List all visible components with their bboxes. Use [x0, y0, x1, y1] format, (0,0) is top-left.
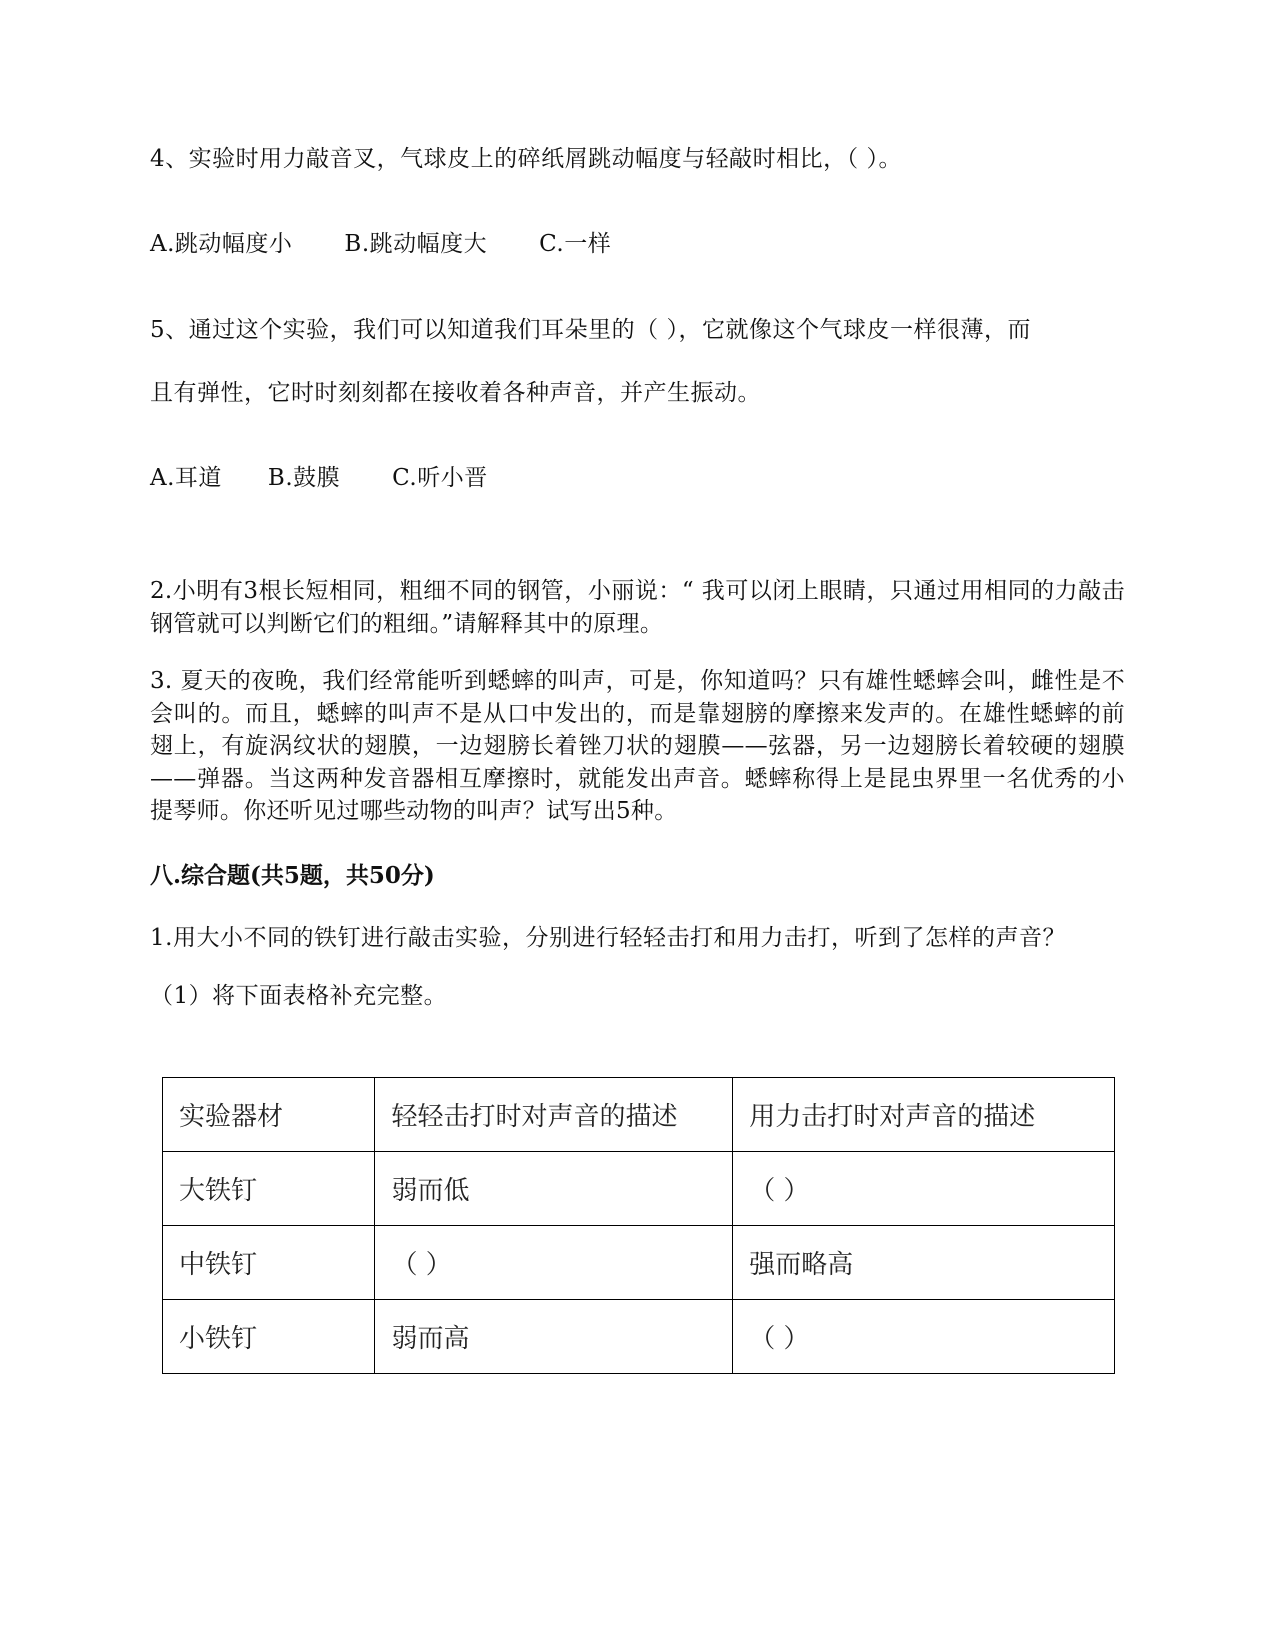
table-cell-blank[interactable]: （ ） — [375, 1226, 733, 1300]
experiment-table — [162, 1077, 1115, 1374]
q4-option-c: C.一样 — [539, 231, 612, 257]
q5-stem-line2: 且有弹性，它时时刻刻都在接收着各种声音，并产生振动。 — [150, 380, 761, 406]
table-cell: 中铁钉 — [163, 1226, 375, 1300]
q4-options — [150, 228, 611, 260]
q2-text: 2.小明有3根长短相同，粗细不同的钢管，小丽说：“ 我可以闭上眼睛，只通过用相同的力敲击钢管就可以判断它们的粗细。”请解释其中的原理。 — [150, 578, 1125, 637]
section-8-title: 八.综合题(共5题，共50分) — [150, 862, 435, 889]
q5-option-b: B.鼓膜 — [267, 465, 341, 491]
table-header-row — [163, 1078, 1115, 1152]
table-cell-blank[interactable]: （ ） — [733, 1300, 1115, 1374]
q5-stem-line1: 5、通过这个实验，我们可以知道我们耳朵里的（ ），它就像这个气球皮一样很薄，而 — [150, 317, 1031, 343]
table-row — [163, 1152, 1115, 1226]
table-row — [163, 1300, 1115, 1374]
table-header-cell: 实验器材 — [163, 1078, 375, 1152]
section-8-q1-sub1: （1）将下面表格补充完整。 — [150, 983, 448, 1009]
table-header-cell: 轻轻击打时对声音的描述 — [375, 1078, 733, 1152]
q5-option-a: A.耳道 — [150, 465, 222, 491]
q4-stem: 4、实验时用力敲音叉，气球皮上的碎纸屑跳动幅度与轻敲时相比，（ ）。 — [150, 146, 902, 172]
q3-text: 3. 夏天的夜晚，我们经常能听到蟋蟀的叫声，可是，你知道吗？只有雄性蟋蟀会叫，雌性是不会叫的。而且，蟋蟀的叫声不是从口中发出的，而是靠翅膀的摩擦来发声的。在雄性蟋蟀的前翅上，有旋涡纹状的翅膜，一边翅膀长着锉刀状的翅膜——弦器，另一边翅膀长着较硬的翅膜——弹器。当这两种发音器相互摩擦时，就能发出声音。蟋蟀称得上是昆虫界里一名优秀的小提琴师。你还听见过哪些动物的叫声？试写出5种。 — [150, 668, 1125, 824]
q4-option-b: B.跳动幅度大 — [344, 231, 488, 257]
table-row — [163, 1226, 1115, 1300]
table-header-cell: 用力击打时对声音的描述 — [733, 1078, 1115, 1152]
table-cell: 大铁钉 — [163, 1152, 375, 1226]
table-cell: 弱而高 — [375, 1300, 733, 1374]
q4-option-a: A.跳动幅度小 — [150, 231, 293, 257]
q5-options — [150, 462, 488, 494]
table-cell: 小铁钉 — [163, 1300, 375, 1374]
section-8-q1-stem: 1.用大小不同的铁钉进行敲击实验，分别进行轻轻击打和用力击打，听到了怎样的声音？ — [150, 925, 1066, 951]
table-cell: 弱而低 — [375, 1152, 733, 1226]
q5-option-c: C.听小晋 — [392, 465, 488, 491]
table-cell-blank[interactable]: （ ） — [733, 1152, 1115, 1226]
table-cell: 强而略高 — [733, 1226, 1115, 1300]
